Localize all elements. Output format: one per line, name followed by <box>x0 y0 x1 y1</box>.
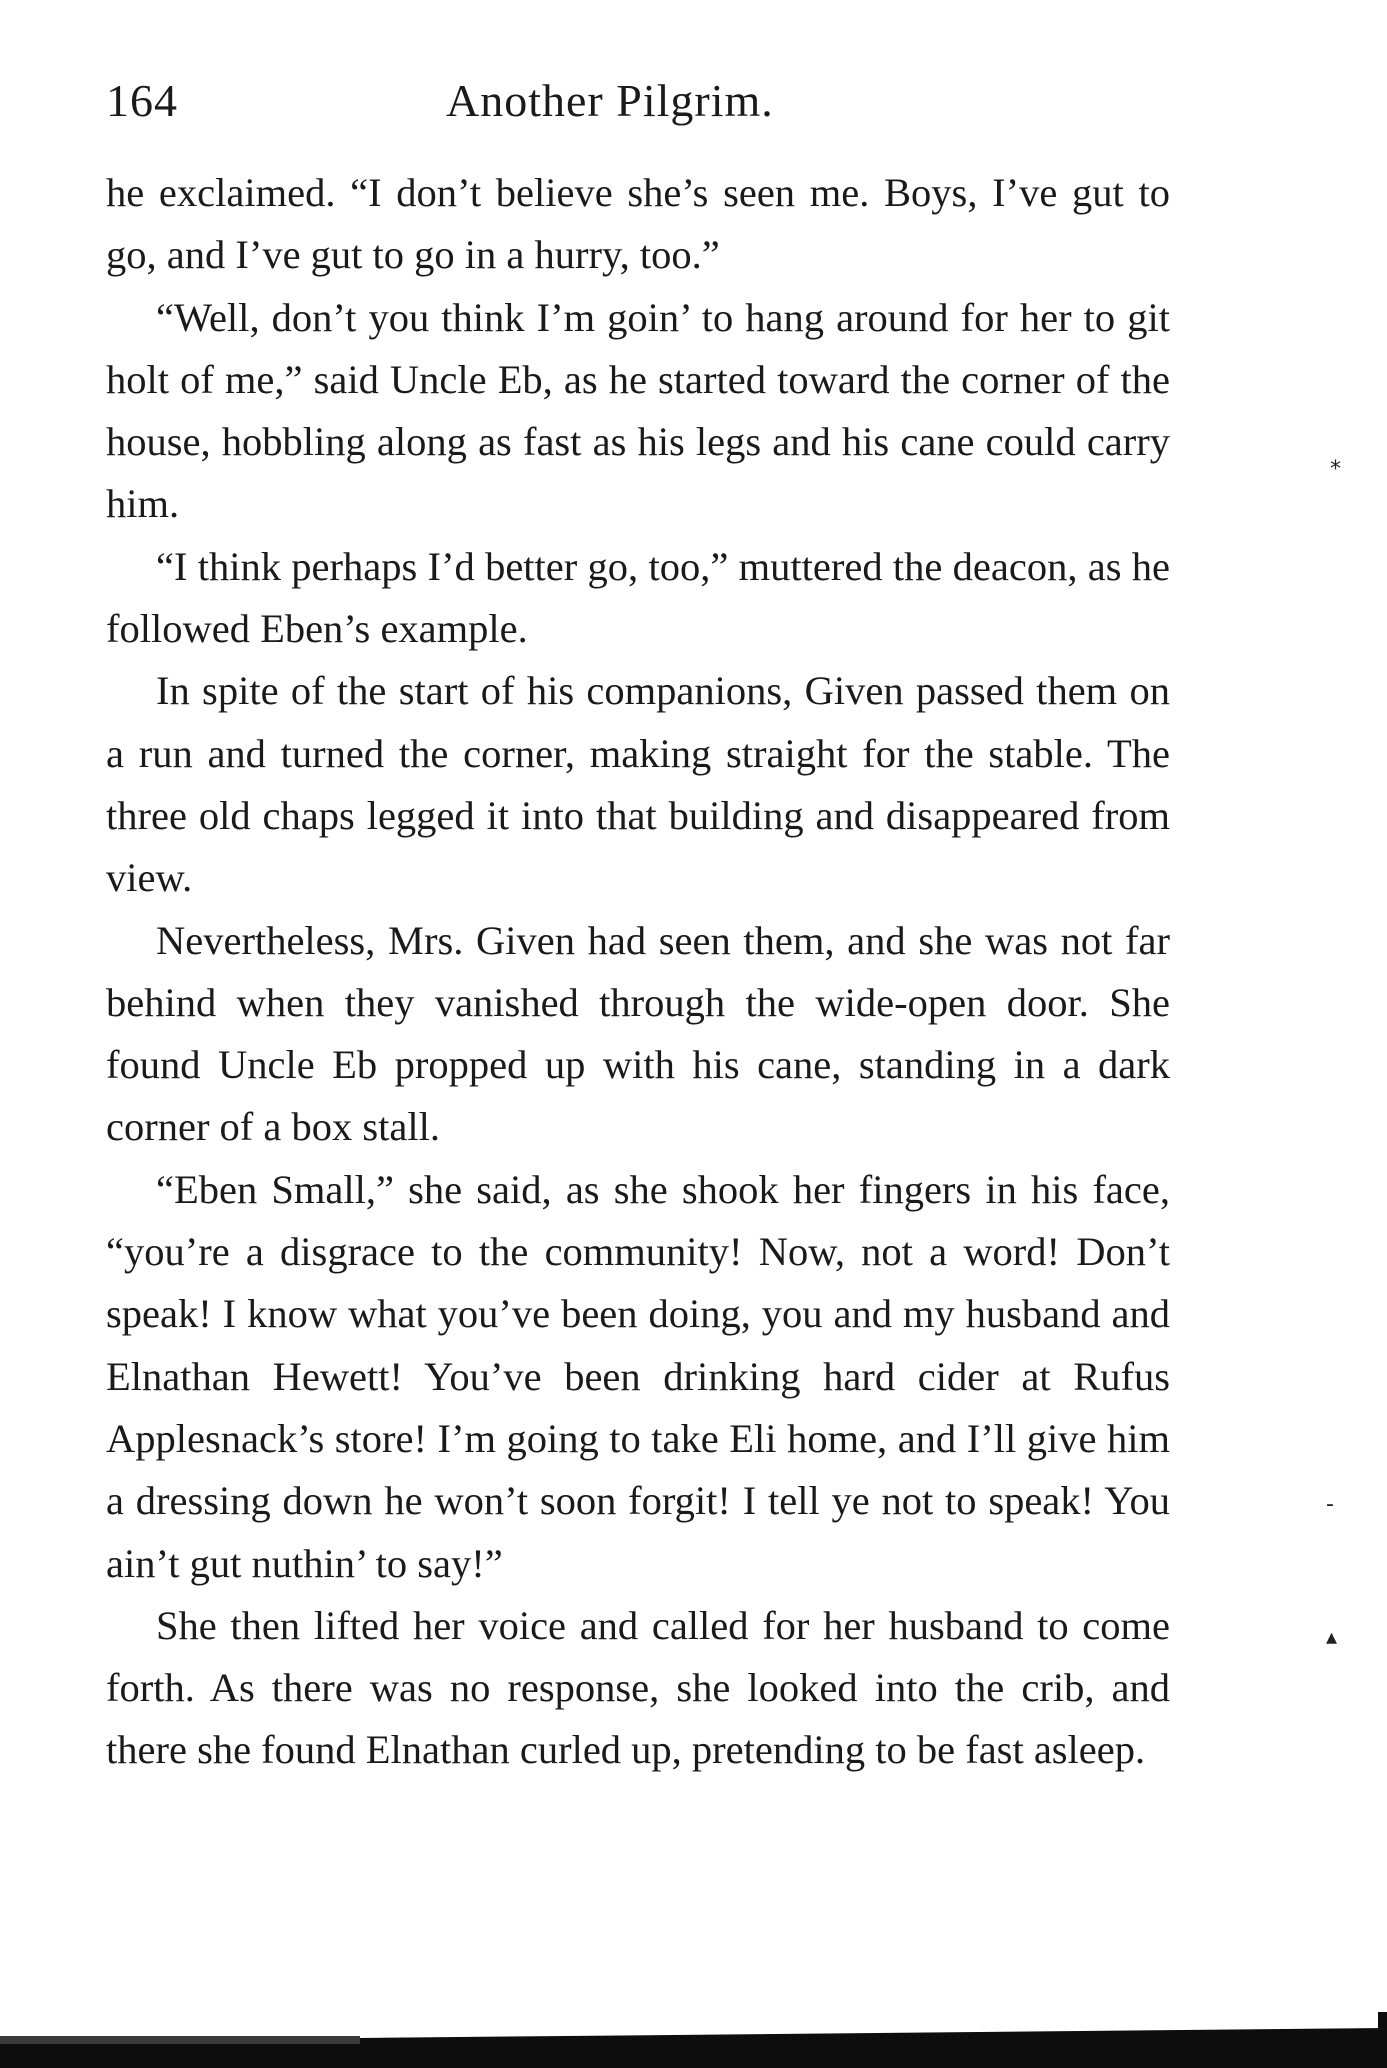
body-text <box>106 162 1170 1782</box>
paragraph-7: She then lifted her voice and called for her husband to come forth. As there was no response, she looked into the crib, and there she found Elnathan curled up, pretending to be fast asleep. <box>106 1602 1170 1773</box>
page-number: 164 <box>106 75 178 126</box>
paragraph-4: In spite of the start of his companions, Given passed them on a run and turned the corner, making straight for the stable. The three old chaps legged it into that building and disappeared from view. <box>106 668 1170 901</box>
paragraph-5: Nevertheless, Mrs. Given had seen them, and she was not far behind when they vanished through the wide-open door. She found Uncle Eb propped up with his cane, standing in a dark corner of a box stall. <box>106 917 1170 1150</box>
running-head <box>106 66 1166 136</box>
margin-speck: - <box>1326 1492 1334 1517</box>
running-title: Another Pilgrim. <box>446 75 774 126</box>
paragraph-2: “Well, don’t you think I’m goin’ to hang around for her to git holt of me,” said Uncle Eb, as he started toward the corner of the house, hobbling along as fast as his legs and his cane could carry him. <box>106 294 1170 527</box>
paragraph-6: “Eben Small,” she said, as she shook her fingers in his face, “you’re a disgrace to the community! Now, not a word! Don’t speak! I know what you’ve been doing, you and my husband and Elnathan Hewett! You’ve been drinking hard cider at Rufus Applesnack’s store! I’m going to take Eli home, and I’ll give him a dressing down he won’t soon forgit! I tell ye not to speak! You ain’t gut nuthin’ to say!” <box>106 1166 1170 1586</box>
scan-edge-band <box>0 2012 1387 2068</box>
paragraph-3: “I think perhaps I’d better go, too,” muttered the deacon, as he followed Eben’s example. <box>106 543 1170 652</box>
margin-speck: ▴ <box>1326 1625 1338 1650</box>
paragraph-1: he exclaimed. “I don’t believe she’s seen me. Boys, I’ve gut to go, and I’ve gut to go in a hurry, too.” <box>106 170 1170 278</box>
margin-speck: ⁎ <box>1330 450 1341 475</box>
